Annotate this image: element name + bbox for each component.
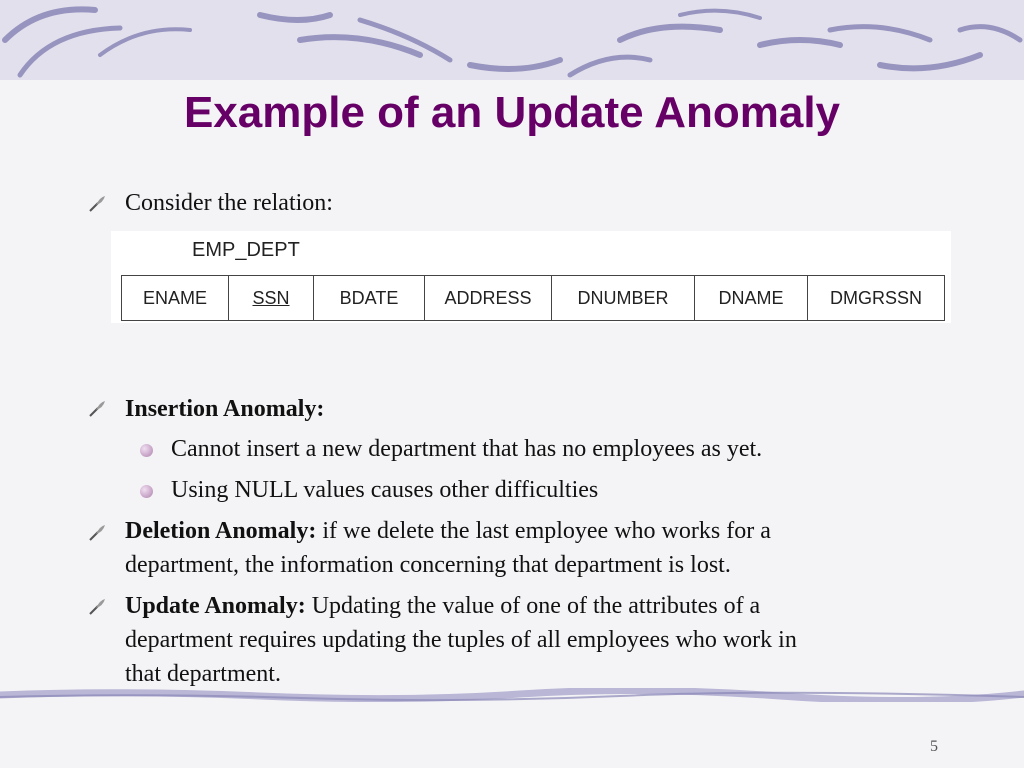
relation-schema-table (121, 275, 945, 321)
attribute-ssn-key: SSN (229, 276, 314, 321)
bottom-decorative-band (0, 688, 1024, 702)
attribute-address: ADDRESS (425, 276, 552, 321)
update-anomaly-label: Update Anomaly: (125, 593, 306, 619)
deletion-text-1: if we delete the last employee who works for a (316, 518, 771, 544)
top-decorative-band (0, 0, 1024, 80)
attribute-dname: DNAME (695, 276, 808, 321)
relation-name: EMP_DEPT (192, 239, 300, 261)
insertion-sub-2: Using NULL values causes other difficulties (171, 477, 599, 503)
relation-diagram (111, 231, 951, 323)
bullet-update-line-1 (125, 589, 760, 623)
page-number: 5 (930, 738, 938, 755)
insertion-sub-1: Cannot insert a new department that has no employees as yet. (171, 436, 763, 462)
bullet-deletion-line-1 (125, 514, 771, 548)
attribute-dmgrssn: DMGRSSN (808, 276, 945, 321)
update-text-3: that department. (125, 661, 281, 687)
attribute-ename: ENAME (122, 276, 229, 321)
insertion-anomaly-label: Insertion Anomaly: (125, 396, 325, 422)
attribute-dnumber: DNUMBER (552, 276, 695, 321)
deletion-text-2: department, the information concerning that department is lost. (125, 552, 731, 578)
attribute-bdate: BDATE (314, 276, 425, 321)
slide-title: Example of an Update Anomaly (183, 88, 841, 137)
quill-bullet-icon (88, 195, 106, 213)
bullet-insertion-label (125, 392, 324, 426)
quill-bullet-icon (88, 524, 106, 542)
update-text-1: Updating the value of one of the attributes of a (305, 593, 761, 619)
round-bullet-icon (140, 444, 153, 457)
quill-bullet-icon (88, 400, 106, 418)
update-text-2: department requires updating the tuples of all employees who work in (125, 627, 797, 653)
deletion-anomaly-label: Deletion Anomaly: (125, 518, 317, 544)
round-bullet-icon (140, 485, 153, 498)
quill-bullet-icon (88, 598, 106, 616)
bullet-consider: Consider the relation: (125, 190, 333, 216)
